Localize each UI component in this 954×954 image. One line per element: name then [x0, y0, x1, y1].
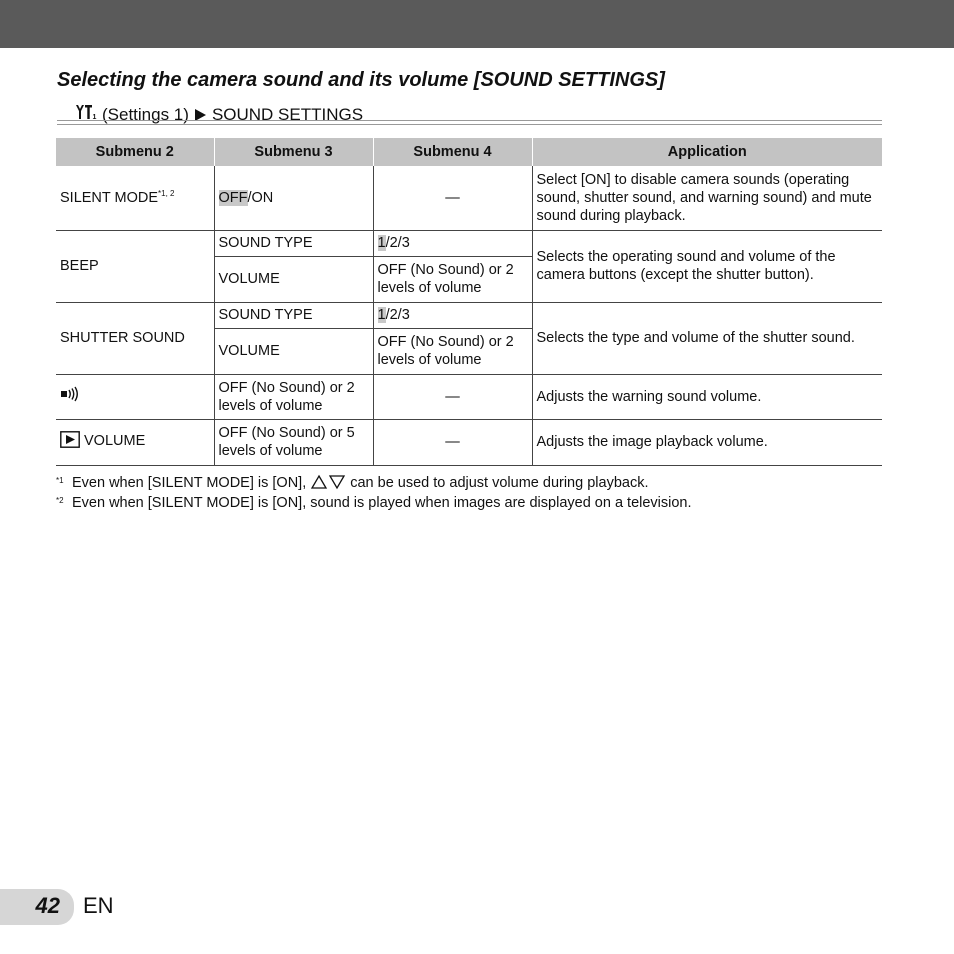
- page-number-tab: [0, 889, 74, 925]
- beep-sound-type: SOUND TYPE: [214, 230, 373, 256]
- svg-text:1: 1: [92, 114, 97, 121]
- menu-path: [74, 103, 363, 126]
- divider: [57, 124, 882, 125]
- playback-icon: [60, 431, 80, 453]
- table-header-row: [56, 138, 882, 166]
- header-submenu-2: Submenu 2: [56, 138, 214, 166]
- shutter-volume-options: OFF (No Sound) or 2 levels of volume: [373, 328, 532, 374]
- warning-sound-sub4: —: [373, 374, 532, 419]
- silent-mode-sub4: —: [373, 166, 532, 230]
- table-row: [56, 230, 882, 256]
- playback-volume-cell: [56, 419, 214, 465]
- shutter-sound-type-options: [373, 302, 532, 328]
- playback-volume-sub4: —: [373, 419, 532, 465]
- shutter-volume: VOLUME: [214, 328, 373, 374]
- footnote-text-before: Even when [SILENT MODE] is [ON],: [72, 475, 307, 491]
- header-application: Application: [532, 138, 882, 166]
- shutter-sound-type: SOUND TYPE: [214, 302, 373, 328]
- footnote-2: [56, 494, 692, 514]
- silent-mode-application: Select [ON] to disable camera sounds (operating sound, shutter sound, and warning sound) and mute sound during playback.: [532, 166, 882, 230]
- warning-sound-cell: [56, 374, 214, 419]
- option-rest: /ON: [247, 189, 274, 206]
- page-title: Selecting the camera sound and its volume [SOUND SETTINGS]: [57, 69, 665, 91]
- footnote-mark: *2: [56, 496, 64, 505]
- beep-application: Selects the operating sound and volume of the camera buttons (except the shutter button).: [532, 230, 882, 302]
- header-submenu-4: Submenu 4: [373, 138, 532, 166]
- option-rest: /2/3: [385, 235, 410, 251]
- footnote-1: [56, 474, 692, 494]
- path-settings-label: (Settings 1): [102, 104, 189, 124]
- arrow-right-icon: [195, 109, 206, 121]
- footnote-mark: *1: [56, 476, 64, 485]
- footnote-text: Even when [SILENT MODE] is [ON], sound is played when images are displayed on a television.: [72, 495, 692, 511]
- footnote-ref: *1, 2: [158, 188, 175, 198]
- default-option: 1: [377, 307, 386, 323]
- default-option: 1: [377, 235, 386, 251]
- default-option: OFF: [218, 189, 248, 206]
- footnote-text-after: can be used to adjust volume during playback.: [350, 475, 649, 491]
- shutter-sound-application: Selects the type and volume of the shutter sound.: [532, 302, 882, 374]
- table-row: [56, 419, 882, 465]
- beep-sound-type-options: [373, 230, 532, 256]
- top-bar: [0, 0, 954, 48]
- table-row: [56, 374, 882, 419]
- table-row: [56, 302, 882, 328]
- footnotes: [56, 474, 692, 514]
- beep-volume: VOLUME: [214, 256, 373, 302]
- warning-sound-icon: [60, 390, 82, 406]
- page-number: 42: [35, 893, 60, 918]
- up-down-arrows-icon: [311, 474, 345, 492]
- warning-sound-options: OFF (No Sound) or 2 levels of volume: [214, 374, 373, 419]
- warning-sound-application: Adjusts the warning sound volume.: [532, 374, 882, 419]
- silent-mode-label: SILENT MODE: [60, 189, 159, 206]
- option-rest: /2/3: [385, 307, 410, 323]
- playback-volume-label: VOLUME: [84, 433, 146, 449]
- settings-1-icon: [74, 103, 96, 126]
- table-row: [56, 166, 882, 230]
- playback-volume-application: Adjusts the image playback volume.: [532, 419, 882, 465]
- path-target-label: SOUND SETTINGS: [211, 104, 364, 124]
- beep-volume-options: OFF (No Sound) or 2 levels of volume: [373, 256, 532, 302]
- silent-mode-options: [214, 166, 373, 230]
- sound-settings-table: [56, 138, 882, 466]
- playback-volume-options: OFF (No Sound) or 5 levels of volume: [214, 419, 373, 465]
- language-label: EN: [83, 893, 114, 918]
- header-submenu-3: Submenu 3: [214, 138, 373, 166]
- shutter-sound-label: SHUTTER SOUND: [56, 302, 214, 374]
- divider: [57, 120, 882, 121]
- beep-label: BEEP: [56, 230, 214, 302]
- silent-mode-cell: [56, 166, 214, 230]
